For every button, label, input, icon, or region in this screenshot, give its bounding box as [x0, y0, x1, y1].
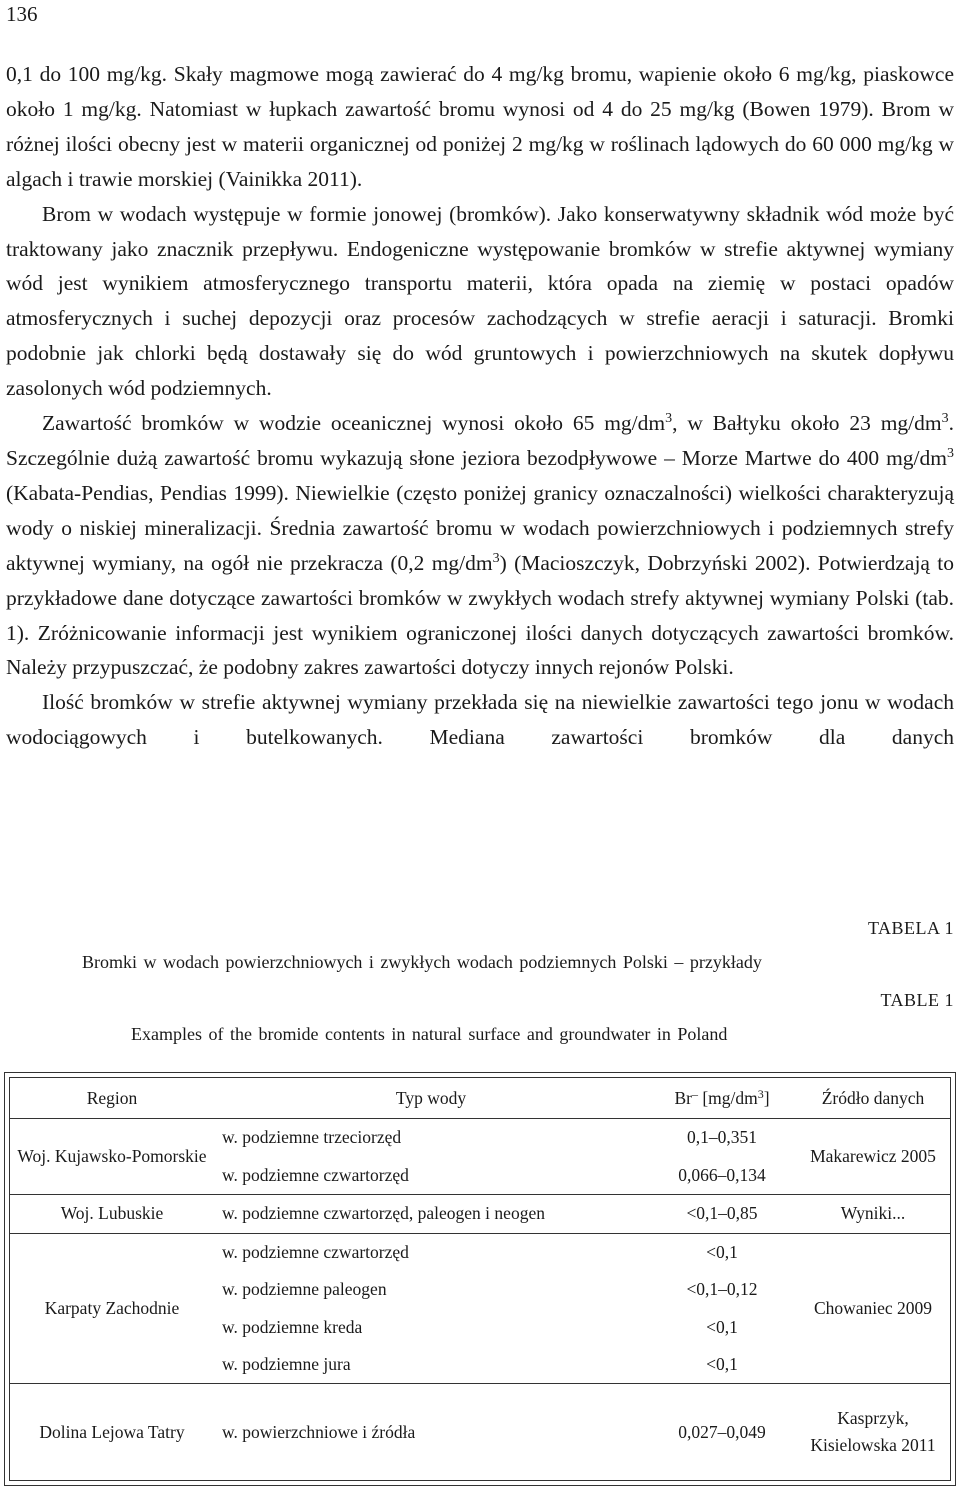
table-label-en: TABLE 1 [880, 990, 954, 1010]
cell-type: w. podziemne czwartorzęd, paleogen i neogen [214, 1195, 648, 1234]
cell-region: Dolina Lejowa Tatry [39, 1421, 185, 1442]
cell-type: w. podziemne czwartorzęd [222, 1242, 409, 1263]
cell-source: Chowaniec 2009 [796, 1233, 950, 1383]
table-title-pl: Bromki w wodach powierzchniowych i zwykłych wodach podziemnych Polski – przykłady [82, 952, 762, 972]
paragraph [6, 685, 954, 755]
table-row [10, 1384, 950, 1480]
superscript: 3 [941, 411, 949, 427]
cell-source: Makarewicz 2005 [796, 1119, 950, 1195]
text-run: , w Bałtyku około 23 mg/dm [672, 411, 942, 436]
cell-region: Woj. Kujawsko-Pomorskie [10, 1119, 214, 1195]
cell-value: 0,027–0,049 [678, 1421, 766, 1442]
bromide-table [10, 1078, 950, 1480]
paragraph [6, 57, 954, 197]
table-row [10, 1195, 950, 1234]
table-label-pl: TABELA 1 [867, 918, 954, 938]
header-region: Region [10, 1078, 214, 1119]
page-number: 136 [6, 2, 38, 26]
cell-value: <0,1 [706, 1316, 738, 1337]
text-run: Brom w wodach występuje w formie jonowej (bromków). Jako konserwatywny składnik wód może być traktowany jako znacznik przepływu. Endogeniczne występowanie bromków w strefie aktywnej wymiany wód jest wynikiem atmosferycznego transportu materii, która opada na ziemię w postaci opadów atmosferycznych i suchej depozycji oraz procesów zachodzących w strefie aeracji i saturacji. Bromki podobnie jak chlorki będą dostawały się do wód gruntowych i powierzchniowych na skutek dopływu zasolonych wód podziemnych. [6, 201, 954, 401]
superscript: 3 [947, 445, 954, 461]
cell-value: <0,1–0,12 [686, 1279, 758, 1300]
table-row [10, 1233, 950, 1271]
cell-source: Kasprzyk, Kisielowska 2011 [810, 1408, 936, 1456]
paragraph [6, 197, 954, 406]
cell-type: w. podziemne paleogen [222, 1279, 387, 1300]
text-run: (Kabata-Pendias, Pendias 1999). Niewielkie (często poniżej granicy oznaczalności) wielkości charakteryzują wody o niskiej mineralizacji. Średnia zawartość bromu w wodach powierzchniowych i podziemnych strefy aktywnej wymiany, na ogół nie przekracza (0,2 mg/dm [6, 480, 954, 575]
text-run: . Szczególnie dużą zawartość bromu wykazują słone jeziora bezodpływowe – Morze Martwe do 400 mg/dm [6, 411, 954, 470]
table-frame [4, 1072, 956, 1486]
header-bromide: Br– $[mg/dm^3]$ [648, 1078, 796, 1119]
cell-source: Wyniki... [796, 1195, 950, 1234]
text-run: 0,1 do 100 mg/kg. Skały magmowe mogą zawierać do 4 mg/kg bromu, wapienie około 6 mg/kg, piaskowce około 1 mg/kg. Natomiast w łupkach zawartość bromu wynosi od 4 do 25 mg/kg (Bowen 1979). Brom w różnej ilości obecny jest w materii organicznej od poniżej 2 mg/kg w roślinach lądowych do 60 000 mg/kg w algach i trawie morskiej (Vainikka 2011). [6, 62, 954, 191]
text-run: Zawartość bromków w wodzie oceanicznej wynosi około 65 mg/dm [42, 411, 666, 436]
table-row [10, 1119, 950, 1157]
cell-value: <0,1 [706, 1242, 738, 1263]
superscript: 3 [665, 411, 673, 427]
paragraph [6, 406, 954, 685]
cell-type: w. powierzchniowe i źródła [222, 1421, 416, 1442]
cell-value: 0,1–0,351 [687, 1127, 757, 1148]
table-title-en: Examples of the bromide contents in natural surface and groundwater in Poland [131, 1024, 728, 1044]
header-type: Typ wody [214, 1078, 648, 1119]
cell-value: 0,066–0,134 [648, 1157, 796, 1195]
cell-region: Woj. Lubuskie [10, 1195, 214, 1234]
table-header-row [10, 1078, 950, 1119]
cell-type: w. podziemne trzeciorzęd [222, 1127, 402, 1148]
cell-type: w. podziemne jura [214, 1346, 648, 1384]
superscript: 3 [492, 550, 500, 566]
cell-value: <0,1–0,85 [648, 1195, 796, 1234]
text-run: ) (Macioszczyk, Dobrzyński 2002). Potwierdzają to przykładowe dane dotyczące zawartości bromków w zwykłych wodach strefy aktywnej wymiany Polski (tab. 1). Zróżnicowanie informacji jest wynikiem ograniczonej ilości danych dotyczących zawartości bromków. Należy przypuszczać, że podobny zakres zawartości dotyczy innych rejonów Polski. [6, 550, 954, 680]
text-run: Ilość bromków w strefie aktywnej wymiany przekłada się na niewielkie zawartości tego jonu w wodach wodociągowych i butelkowanych. Mediana zawartości bromków dla danych [6, 690, 954, 750]
cell-region: Karpaty Zachodnie [10, 1233, 214, 1383]
cell-type: w. podziemne czwartorzęd [214, 1157, 648, 1195]
cell-value: <0,1 [648, 1346, 796, 1384]
cell-type: w. podziemne kreda [222, 1316, 363, 1337]
body-text [6, 57, 954, 755]
header-source: Źródło danych [796, 1078, 950, 1119]
